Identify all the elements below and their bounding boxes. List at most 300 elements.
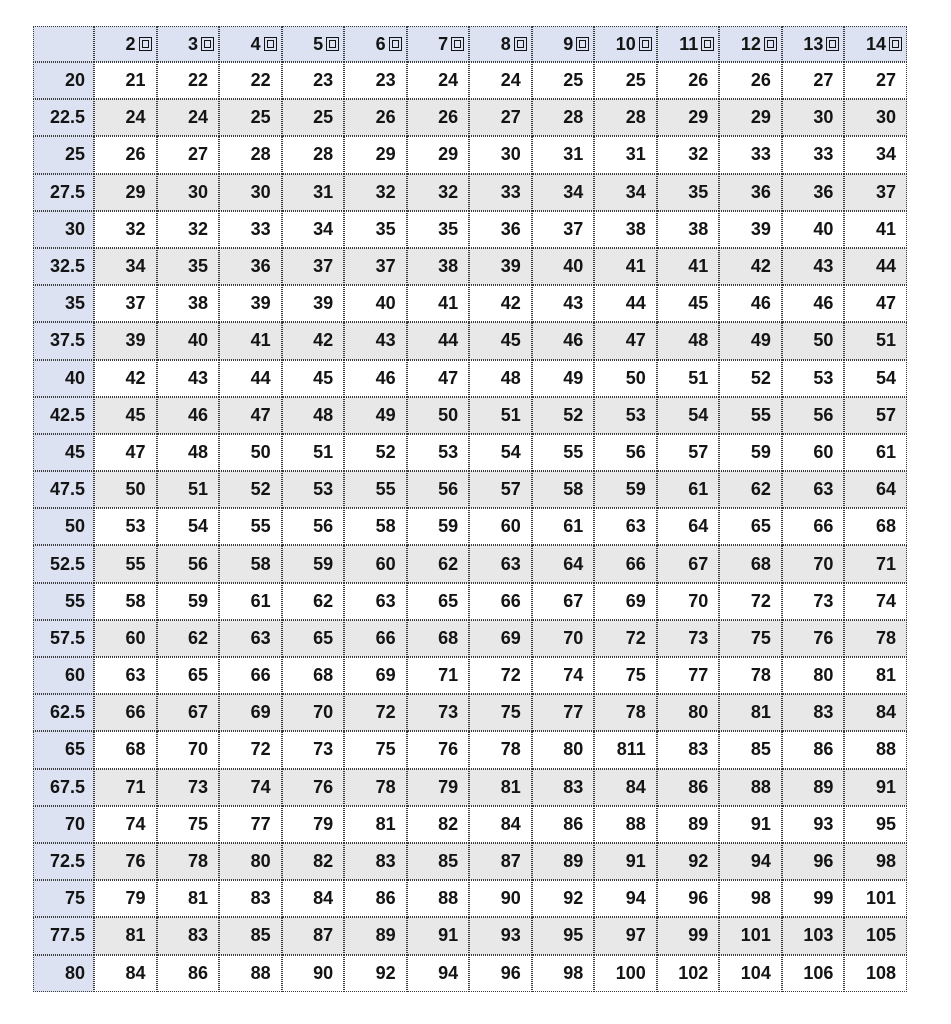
table-cell: 89 bbox=[532, 843, 595, 880]
table-cell: 102 bbox=[657, 955, 720, 992]
table-cell: 88 bbox=[407, 880, 470, 917]
table-cell: 81 bbox=[719, 694, 782, 731]
table-cell: 29 bbox=[344, 136, 407, 173]
table-cell: 54 bbox=[157, 508, 220, 545]
table-cell: 23 bbox=[282, 62, 345, 99]
table-cell: 40 bbox=[157, 322, 220, 359]
table-row-50 bbox=[33, 508, 907, 545]
table-cell: 85 bbox=[219, 917, 282, 954]
column-header-7-reps bbox=[407, 26, 470, 62]
table-cell: 99 bbox=[657, 917, 720, 954]
rep-max-table bbox=[33, 26, 907, 992]
row-header-75: 75 bbox=[33, 880, 94, 917]
table-cell: 28 bbox=[594, 99, 657, 136]
column-header-8-reps bbox=[469, 26, 532, 62]
table-cell: 51 bbox=[157, 471, 220, 508]
table-cell: 32 bbox=[344, 174, 407, 211]
table-cell: 48 bbox=[157, 434, 220, 471]
row-header-42.5: 42.5 bbox=[33, 397, 94, 434]
table-cell: 35 bbox=[157, 248, 220, 285]
table-cell: 75 bbox=[594, 657, 657, 694]
table-cell: 105 bbox=[844, 917, 907, 954]
table-cell: 68 bbox=[407, 620, 470, 657]
table-cell: 65 bbox=[157, 657, 220, 694]
table-cell: 39 bbox=[282, 285, 345, 322]
row-header-77.5: 77.5 bbox=[33, 917, 94, 954]
table-cell: 62 bbox=[407, 545, 470, 582]
table-cell: 71 bbox=[844, 545, 907, 582]
table-cell: 94 bbox=[407, 955, 470, 992]
table-cell: 87 bbox=[282, 917, 345, 954]
table-cell: 53 bbox=[594, 397, 657, 434]
table-cell: 60 bbox=[782, 434, 845, 471]
column-header-10-reps bbox=[594, 26, 657, 62]
table-cell: 83 bbox=[219, 880, 282, 917]
table-cell: 42 bbox=[469, 285, 532, 322]
table-cell: 37 bbox=[94, 285, 157, 322]
table-cell: 65 bbox=[282, 620, 345, 657]
table-cell: 32 bbox=[94, 211, 157, 248]
table-cell: 81 bbox=[844, 657, 907, 694]
column-header-label: 11 bbox=[679, 33, 699, 54]
table-cell: 27 bbox=[157, 136, 220, 173]
table-cell: 81 bbox=[344, 806, 407, 843]
column-header-6-reps bbox=[344, 26, 407, 62]
table-cell: 83 bbox=[532, 769, 595, 806]
row-header-52.5: 52.5 bbox=[33, 545, 94, 582]
table-cell: 57 bbox=[657, 434, 720, 471]
table-cell: 78 bbox=[844, 620, 907, 657]
table-cell: 69 bbox=[594, 583, 657, 620]
table-cell: 86 bbox=[532, 806, 595, 843]
table-cell: 76 bbox=[94, 843, 157, 880]
kai-kanji-icon bbox=[826, 37, 839, 51]
kai-kanji-icon bbox=[201, 37, 214, 51]
table-cell: 44 bbox=[594, 285, 657, 322]
table-cell: 51 bbox=[657, 360, 720, 397]
table-cell: 32 bbox=[407, 174, 470, 211]
table-cell: 76 bbox=[782, 620, 845, 657]
table-cell: 48 bbox=[282, 397, 345, 434]
table-cell: 40 bbox=[344, 285, 407, 322]
table-cell: 30 bbox=[157, 174, 220, 211]
table-cell: 83 bbox=[157, 917, 220, 954]
table-cell: 92 bbox=[657, 843, 720, 880]
column-header-13-reps bbox=[782, 26, 845, 62]
table-row-35 bbox=[33, 285, 907, 322]
table-cell: 84 bbox=[282, 880, 345, 917]
table-cell: 63 bbox=[344, 583, 407, 620]
table-cell: 67 bbox=[657, 545, 720, 582]
table-cell: 81 bbox=[157, 880, 220, 917]
table-cell: 49 bbox=[344, 397, 407, 434]
table-cell: 36 bbox=[719, 174, 782, 211]
table-cell: 88 bbox=[594, 806, 657, 843]
row-header-45: 45 bbox=[33, 434, 94, 471]
column-header-11-reps bbox=[657, 26, 720, 62]
table-cell: 47 bbox=[594, 322, 657, 359]
row-header-67.5: 67.5 bbox=[33, 769, 94, 806]
table-cell: 73 bbox=[157, 769, 220, 806]
table-cell: 43 bbox=[532, 285, 595, 322]
table-cell: 63 bbox=[94, 657, 157, 694]
table-cell: 30 bbox=[469, 136, 532, 173]
table-cell: 37 bbox=[532, 211, 595, 248]
table-cell: 45 bbox=[282, 360, 345, 397]
table-cell: 79 bbox=[407, 769, 470, 806]
column-header-label: 8 bbox=[500, 33, 511, 54]
column-header-12-reps bbox=[719, 26, 782, 62]
table-cell: 79 bbox=[282, 806, 345, 843]
table-cell: 93 bbox=[782, 806, 845, 843]
table-cell: 99 bbox=[782, 880, 845, 917]
table-cell: 33 bbox=[469, 174, 532, 211]
table-cell: 55 bbox=[719, 397, 782, 434]
table-cell: 44 bbox=[844, 248, 907, 285]
table-cell: 42 bbox=[719, 248, 782, 285]
table-cell: 47 bbox=[844, 285, 907, 322]
table-cell: 50 bbox=[594, 360, 657, 397]
table-cell: 91 bbox=[594, 843, 657, 880]
table-row-25 bbox=[33, 136, 907, 173]
row-header-30: 30 bbox=[33, 211, 94, 248]
table-cell: 35 bbox=[657, 174, 720, 211]
table-cell: 50 bbox=[407, 397, 470, 434]
table-cell: 82 bbox=[282, 843, 345, 880]
row-header-47.5: 47.5 bbox=[33, 471, 94, 508]
header-row bbox=[33, 26, 907, 62]
table-cell: 80 bbox=[657, 694, 720, 731]
table-row-60 bbox=[33, 657, 907, 694]
table-cell: 74 bbox=[219, 769, 282, 806]
table-cell: 89 bbox=[657, 806, 720, 843]
table-cell: 56 bbox=[594, 434, 657, 471]
table-row-22.5 bbox=[33, 99, 907, 136]
table-cell: 63 bbox=[782, 471, 845, 508]
kai-kanji-icon bbox=[576, 37, 589, 51]
table-row-52.5 bbox=[33, 545, 907, 582]
table-cell: 38 bbox=[407, 248, 470, 285]
table-cell: 36 bbox=[782, 174, 845, 211]
table-cell: 52 bbox=[344, 434, 407, 471]
table-cell: 94 bbox=[719, 843, 782, 880]
table-cell: 21 bbox=[94, 62, 157, 99]
table-cell: 24 bbox=[407, 62, 470, 99]
table-cell: 86 bbox=[782, 731, 845, 768]
row-header-80: 80 bbox=[33, 955, 94, 992]
row-header-27.5: 27.5 bbox=[33, 174, 94, 211]
kai-kanji-icon bbox=[139, 37, 152, 51]
column-header-label: 4 bbox=[250, 33, 261, 54]
table-cell: 66 bbox=[782, 508, 845, 545]
row-header-37.5: 37.5 bbox=[33, 322, 94, 359]
table-cell: 64 bbox=[657, 508, 720, 545]
table-cell: 29 bbox=[94, 174, 157, 211]
table-row-47.5 bbox=[33, 471, 907, 508]
table-cell: 52 bbox=[719, 360, 782, 397]
table-cell: 53 bbox=[94, 508, 157, 545]
table-cell: 66 bbox=[469, 583, 532, 620]
table-cell: 93 bbox=[469, 917, 532, 954]
table-cell: 30 bbox=[782, 99, 845, 136]
table-cell: 58 bbox=[532, 471, 595, 508]
table-cell: 68 bbox=[719, 545, 782, 582]
table-cell: 80 bbox=[219, 843, 282, 880]
table-cell: 72 bbox=[219, 731, 282, 768]
table-cell: 76 bbox=[282, 769, 345, 806]
table-cell: 25 bbox=[219, 99, 282, 136]
table-cell: 56 bbox=[282, 508, 345, 545]
kai-kanji-icon bbox=[389, 37, 402, 51]
table-cell: 84 bbox=[469, 806, 532, 843]
table-cell: 40 bbox=[782, 211, 845, 248]
kai-kanji-icon bbox=[514, 37, 527, 51]
table-cell: 46 bbox=[157, 397, 220, 434]
table-cell: 54 bbox=[657, 397, 720, 434]
table-row-20 bbox=[33, 62, 907, 99]
table-cell: 85 bbox=[719, 731, 782, 768]
table-cell: 35 bbox=[407, 211, 470, 248]
table-cell: 84 bbox=[844, 694, 907, 731]
row-header-72.5: 72.5 bbox=[33, 843, 94, 880]
table-cell: 62 bbox=[157, 620, 220, 657]
table-cell: 64 bbox=[532, 545, 595, 582]
table-cell: 55 bbox=[94, 545, 157, 582]
table-cell: 70 bbox=[157, 731, 220, 768]
table-cell: 101 bbox=[844, 880, 907, 917]
row-header-57.5: 57.5 bbox=[33, 620, 94, 657]
table-cell: 75 bbox=[344, 731, 407, 768]
table-cell: 32 bbox=[657, 136, 720, 173]
table-cell: 74 bbox=[844, 583, 907, 620]
column-header-9-reps bbox=[532, 26, 595, 62]
table-cell: 30 bbox=[219, 174, 282, 211]
table-cell: 42 bbox=[94, 360, 157, 397]
table-cell: 108 bbox=[844, 955, 907, 992]
table-cell: 78 bbox=[594, 694, 657, 731]
table-cell: 39 bbox=[469, 248, 532, 285]
table-cell: 90 bbox=[282, 955, 345, 992]
column-header-4-reps bbox=[219, 26, 282, 62]
table-cell: 61 bbox=[532, 508, 595, 545]
table-row-55 bbox=[33, 583, 907, 620]
table-cell: 62 bbox=[282, 583, 345, 620]
table-row-30 bbox=[33, 211, 907, 248]
table-cell: 28 bbox=[219, 136, 282, 173]
table-cell: 103 bbox=[782, 917, 845, 954]
table-cell: 43 bbox=[782, 248, 845, 285]
table-row-45 bbox=[33, 434, 907, 471]
table-cell: 77 bbox=[532, 694, 595, 731]
table-cell: 55 bbox=[532, 434, 595, 471]
table-cell: 38 bbox=[657, 211, 720, 248]
table-cell: 37 bbox=[344, 248, 407, 285]
table-cell: 75 bbox=[719, 620, 782, 657]
table-cell: 37 bbox=[844, 174, 907, 211]
table-cell: 24 bbox=[469, 62, 532, 99]
table-cell: 31 bbox=[282, 174, 345, 211]
table-cell: 45 bbox=[469, 322, 532, 359]
table-cell: 73 bbox=[282, 731, 345, 768]
table-cell: 56 bbox=[407, 471, 470, 508]
table-cell: 29 bbox=[657, 99, 720, 136]
table-cell: 35 bbox=[344, 211, 407, 248]
table-cell: 26 bbox=[657, 62, 720, 99]
table-cell: 39 bbox=[219, 285, 282, 322]
table-cell: 86 bbox=[344, 880, 407, 917]
table-cell: 97 bbox=[594, 917, 657, 954]
row-header-40: 40 bbox=[33, 360, 94, 397]
table-cell: 33 bbox=[782, 136, 845, 173]
table-cell: 86 bbox=[657, 769, 720, 806]
table-cell: 49 bbox=[719, 322, 782, 359]
table-cell: 73 bbox=[407, 694, 470, 731]
table-cell: 75 bbox=[157, 806, 220, 843]
table-cell: 72 bbox=[469, 657, 532, 694]
table-row-77.5 bbox=[33, 917, 907, 954]
table-cell: 61 bbox=[219, 583, 282, 620]
table-cell: 46 bbox=[719, 285, 782, 322]
column-header-label: 5 bbox=[313, 33, 324, 54]
table-cell: 41 bbox=[219, 322, 282, 359]
table-cell: 811 bbox=[594, 731, 657, 768]
table-row-65 bbox=[33, 731, 907, 768]
table-cell: 51 bbox=[844, 322, 907, 359]
row-header-22.5: 22.5 bbox=[33, 99, 94, 136]
table-cell: 104 bbox=[719, 955, 782, 992]
row-header-62.5: 62.5 bbox=[33, 694, 94, 731]
table-cell: 88 bbox=[719, 769, 782, 806]
row-header-32.5: 32.5 bbox=[33, 248, 94, 285]
table-cell: 55 bbox=[219, 508, 282, 545]
row-header-50: 50 bbox=[33, 508, 94, 545]
table-cell: 84 bbox=[94, 955, 157, 992]
table-cell: 96 bbox=[782, 843, 845, 880]
table-cell: 78 bbox=[344, 769, 407, 806]
table-cell: 36 bbox=[469, 211, 532, 248]
table-cell: 29 bbox=[407, 136, 470, 173]
table-cell: 53 bbox=[282, 471, 345, 508]
table-cell: 66 bbox=[594, 545, 657, 582]
kai-kanji-icon bbox=[639, 37, 652, 51]
table-row-70 bbox=[33, 806, 907, 843]
table-cell: 98 bbox=[844, 843, 907, 880]
table-cell: 91 bbox=[719, 806, 782, 843]
table-cell: 50 bbox=[94, 471, 157, 508]
table-cell: 95 bbox=[532, 917, 595, 954]
table-cell: 24 bbox=[157, 99, 220, 136]
table-cell: 71 bbox=[407, 657, 470, 694]
table-row-72.5 bbox=[33, 843, 907, 880]
table-cell: 54 bbox=[469, 434, 532, 471]
table-cell: 44 bbox=[219, 360, 282, 397]
table-cell: 67 bbox=[157, 694, 220, 731]
table-cell: 71 bbox=[94, 769, 157, 806]
table-cell: 70 bbox=[657, 583, 720, 620]
column-header-14-reps bbox=[844, 26, 907, 62]
table-cell: 84 bbox=[594, 769, 657, 806]
kai-kanji-icon bbox=[764, 37, 777, 51]
table-cell: 46 bbox=[782, 285, 845, 322]
column-header-2-reps bbox=[94, 26, 157, 62]
table-cell: 26 bbox=[344, 99, 407, 136]
table-cell: 68 bbox=[282, 657, 345, 694]
table-cell: 39 bbox=[94, 322, 157, 359]
table-cell: 80 bbox=[532, 731, 595, 768]
table-cell: 56 bbox=[157, 545, 220, 582]
table-cell: 88 bbox=[844, 731, 907, 768]
table-cell: 69 bbox=[469, 620, 532, 657]
kai-kanji-icon bbox=[326, 37, 339, 51]
table-cell: 59 bbox=[719, 434, 782, 471]
column-header-label: 13 bbox=[803, 33, 824, 54]
table-cell: 27 bbox=[844, 62, 907, 99]
table-cell: 75 bbox=[469, 694, 532, 731]
column-header-label: 7 bbox=[438, 33, 449, 54]
table-cell: 53 bbox=[407, 434, 470, 471]
table-cell: 61 bbox=[844, 434, 907, 471]
table-cell: 70 bbox=[282, 694, 345, 731]
table-cell: 43 bbox=[157, 360, 220, 397]
table-row-57.5 bbox=[33, 620, 907, 657]
column-header-label: 10 bbox=[615, 33, 636, 54]
table-cell: 51 bbox=[469, 397, 532, 434]
table-cell: 28 bbox=[532, 99, 595, 136]
table-cell: 92 bbox=[532, 880, 595, 917]
table-cell: 34 bbox=[532, 174, 595, 211]
table-cell: 33 bbox=[719, 136, 782, 173]
table-cell: 69 bbox=[344, 657, 407, 694]
table-cell: 25 bbox=[594, 62, 657, 99]
table-cell: 91 bbox=[844, 769, 907, 806]
table-cell: 54 bbox=[844, 360, 907, 397]
table-cell: 90 bbox=[469, 880, 532, 917]
table-cell: 50 bbox=[782, 322, 845, 359]
table-cell: 92 bbox=[344, 955, 407, 992]
table-cell: 28 bbox=[282, 136, 345, 173]
table-cell: 58 bbox=[94, 583, 157, 620]
table-cell: 58 bbox=[344, 508, 407, 545]
table-cell: 85 bbox=[407, 843, 470, 880]
table-cell: 41 bbox=[407, 285, 470, 322]
table-cell: 40 bbox=[532, 248, 595, 285]
table-cell: 88 bbox=[219, 955, 282, 992]
table-cell: 68 bbox=[844, 508, 907, 545]
row-header-65: 65 bbox=[33, 731, 94, 768]
row-header-55: 55 bbox=[33, 583, 94, 620]
table-cell: 72 bbox=[344, 694, 407, 731]
table-cell: 39 bbox=[719, 211, 782, 248]
table-row-37.5 bbox=[33, 322, 907, 359]
table-cell: 83 bbox=[344, 843, 407, 880]
table-cell: 47 bbox=[219, 397, 282, 434]
table-cell: 74 bbox=[94, 806, 157, 843]
table-cell: 83 bbox=[782, 694, 845, 731]
table-cell: 87 bbox=[469, 843, 532, 880]
table-cell: 50 bbox=[219, 434, 282, 471]
kai-kanji-icon bbox=[701, 37, 714, 51]
table-cell: 95 bbox=[844, 806, 907, 843]
table-cell: 22 bbox=[157, 62, 220, 99]
table-cell: 80 bbox=[782, 657, 845, 694]
table-cell: 48 bbox=[469, 360, 532, 397]
table-cell: 27 bbox=[782, 62, 845, 99]
table-cell: 34 bbox=[844, 136, 907, 173]
table-cell: 34 bbox=[594, 174, 657, 211]
table-cell: 63 bbox=[219, 620, 282, 657]
table-cell: 44 bbox=[407, 322, 470, 359]
table-cell: 94 bbox=[594, 880, 657, 917]
